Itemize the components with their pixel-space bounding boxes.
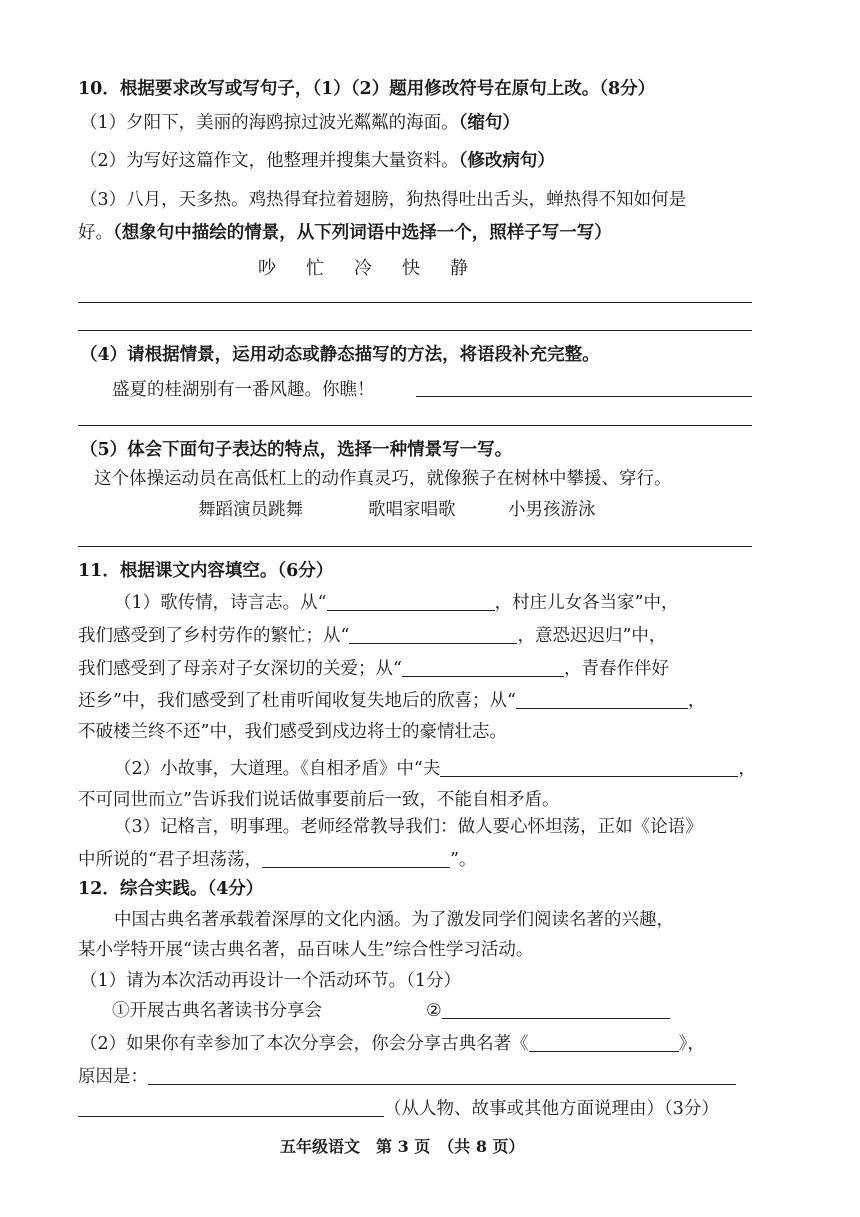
q12-s1-option2 xyxy=(426,998,670,1024)
q11-title: 11．根据课文内容填空。（6分） xyxy=(78,561,334,581)
page-footer: 五年级语文 第 3 页 （共 8 页） xyxy=(280,1137,525,1156)
fill-blank[interactable] xyxy=(327,592,495,611)
q10-s5-option: 小男孩游泳 xyxy=(508,500,596,520)
q10-s3-line2a: 好。 xyxy=(78,223,113,243)
q12-text: 》， xyxy=(678,1034,705,1054)
q11-text: （1）歌传情，诗言志。从“ xyxy=(114,593,327,613)
fill-blank[interactable] xyxy=(148,1066,736,1085)
q12-text: 原因是： xyxy=(78,1067,148,1087)
q10-s2 xyxy=(80,148,555,174)
q11-text: 我们感受到了乡村劳作的繁忙；从“ xyxy=(78,626,350,646)
q10-s4-title: （4）请根据情景，运用动态或静态描写的方法，将语段补充完整。 xyxy=(80,345,600,365)
q10-s5-option: 歌唱家唱歌 xyxy=(368,500,456,520)
q10-s2-note: （修改病句） xyxy=(458,151,555,171)
q10-s3-line2 xyxy=(78,220,612,246)
q11-p1-line4 xyxy=(78,688,705,714)
fill-blank[interactable] xyxy=(516,690,688,709)
q12-text: （2）如果你有幸参加了本次分享会，你会分享古典名著《 xyxy=(80,1034,529,1054)
answer-line[interactable] xyxy=(416,396,752,397)
q11-text: ”。 xyxy=(449,850,477,870)
q11-text: ， xyxy=(738,759,756,779)
q11-p3-line1: （3）记格言，明事理。老师经常教导我们：做人要心怀坦荡，正如《论语》 xyxy=(114,817,703,837)
q11-text: 我们感受到了母亲对子女深切的关爱；从“ xyxy=(78,659,402,679)
q12-text: ② xyxy=(426,1001,442,1021)
word-item: 静 xyxy=(450,258,468,279)
q10-s1 xyxy=(80,110,520,136)
q10-s2-text: （2）为写好这篇作文，他整理并搜集大量资料。 xyxy=(80,151,459,171)
q12-title: 12．综合实践。（4分） xyxy=(78,879,264,899)
q11-text: ，意恐迟迟归”中， xyxy=(517,626,667,646)
q11-text: ， xyxy=(687,691,706,711)
q12-s1-option1: ①开展古典名著读书分享会 xyxy=(112,1001,322,1021)
word-item: 吵 xyxy=(258,258,276,279)
word-item: 快 xyxy=(402,258,420,279)
q12-s2-line2 xyxy=(78,1064,736,1090)
fill-blank[interactable] xyxy=(262,849,450,868)
q11-p3-line2 xyxy=(78,847,476,873)
q11-p2-line2: 不可同世而立”告诉我们说话做事要前后一致，不能自相矛盾。 xyxy=(78,790,560,810)
q10-s1-text: （1）夕阳下，美丽的海鸥掠过波光粼粼的海面。 xyxy=(80,113,459,133)
answer-line[interactable] xyxy=(78,546,752,547)
q10-s5-text: 这个体操运动员在高低杠上的动作真灵巧，就像猴子在树林中攀援、穿行。 xyxy=(94,469,672,489)
q10-s5-title: （5）体会下面句子表达的特点，选择一种情景写一写。 xyxy=(80,440,513,460)
word-item: 冷 xyxy=(354,258,372,279)
q12-s1: （1）请为本次活动再设计一个活动环节。（1分） xyxy=(80,971,462,991)
word-item: 忙 xyxy=(306,258,324,279)
q10-s5-option: 舞蹈演员跳舞 xyxy=(198,500,303,520)
q12-intro-line2: 某小学特开展“读古典名著，品百味人生”综合性学习活动。 xyxy=(78,940,534,960)
q11-text: ，村庄儿女各当家”中， xyxy=(494,593,679,613)
fill-blank[interactable] xyxy=(529,1033,679,1052)
q10-s4-text: 盛夏的桂湖别有一番风趣。你瞧！ xyxy=(112,380,375,400)
q11-text: （2）小故事，大道理。《自相矛盾》中“夫 xyxy=(114,759,441,779)
q10-s3-line1: （3）八月，天多热。鸡热得耷拉着翅膀，狗热得吐出舌头，蝉热得不知如何是 xyxy=(80,190,687,210)
answer-line[interactable] xyxy=(78,330,752,331)
q10-title: 10．根据要求改写或写句子，（1）（2）题用修改符号在原句上改。（8分） xyxy=(78,79,656,99)
q11-p2-line1 xyxy=(114,756,756,782)
q12-s2-line1 xyxy=(80,1031,705,1057)
fill-blank[interactable] xyxy=(402,658,564,677)
q11-p1-line3 xyxy=(78,656,669,682)
q12-intro-line1: 中国古典名著承载着深厚的文化内涵。为了激发同学们阅读名著的兴趣， xyxy=(114,910,674,930)
fill-blank[interactable] xyxy=(442,1000,670,1019)
q12-s2-line3 xyxy=(78,1096,719,1122)
q10-s3-note: （想象句中描绘的情景，从下列词语中选择一个，照样子写一写） xyxy=(113,223,612,243)
answer-line[interactable] xyxy=(78,425,752,426)
q11-p1-line2 xyxy=(78,623,666,649)
answer-line[interactable] xyxy=(78,302,752,303)
q10-s1-note: （缩句） xyxy=(458,113,520,133)
q11-p1-line5: 不破楼兰终不还”中，我们感受到戍边将士的豪情壮志。 xyxy=(78,722,507,742)
fill-blank[interactable] xyxy=(78,1098,384,1117)
q12-text: （从人物、故事或其他方面说理由）（3分） xyxy=(384,1099,719,1119)
fill-blank[interactable] xyxy=(349,625,517,644)
q11-text: ，青春作伴好 xyxy=(563,659,669,679)
q11-text: 还乡”中，我们感受到了杜甫听闻收复失地后的欣喜；从“ xyxy=(78,691,516,711)
q10-s3-word-list xyxy=(258,256,498,282)
q11-p1-line1 xyxy=(114,590,679,616)
q11-text: 中所说的“君子坦荡荡， xyxy=(78,850,262,870)
fill-blank[interactable] xyxy=(440,758,738,777)
